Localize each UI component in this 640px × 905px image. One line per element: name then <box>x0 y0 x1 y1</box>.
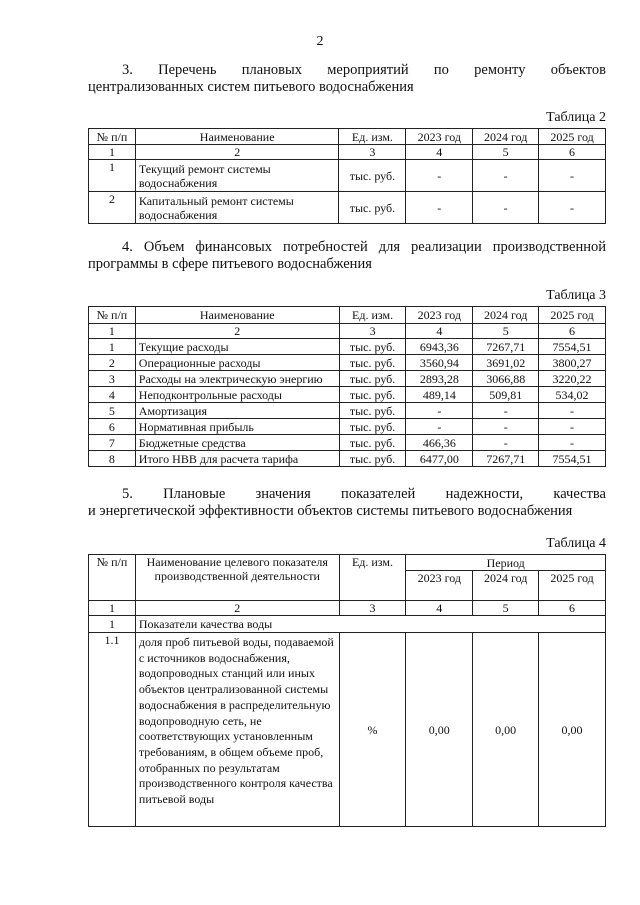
table4-colnum: 5 <box>473 601 539 616</box>
table3-cell: 3066,88 <box>473 371 539 387</box>
table3-cell: Итого НВВ для расчета тарифа <box>135 451 339 467</box>
table4-header-2024: 2024 год <box>473 571 539 601</box>
section4-heading-line2: программы в сфере питьевого водоснабжения <box>88 256 372 272</box>
table2-header-num: № п/п <box>89 129 136 145</box>
table3-cell: Нормативная прибыль <box>135 419 339 435</box>
table2-header-name: Наименование <box>135 129 339 145</box>
section5-heading-line2: и энергетической эффективности объектов системы питьевого водоснабжения <box>88 503 573 519</box>
table3-cell: 3220,22 <box>539 371 606 387</box>
table-row <box>89 451 606 467</box>
table3-cell: 534,02 <box>539 387 606 403</box>
table3-cell: 7267,71 <box>473 339 539 355</box>
table3-colnum: 4 <box>406 324 473 339</box>
table4 <box>88 554 606 827</box>
table3-cell: Бюджетные средства <box>135 435 339 451</box>
table-row <box>89 355 606 371</box>
table3-cell: тыс. руб. <box>339 419 406 435</box>
table2-colnum: 1 <box>89 145 136 160</box>
table-row <box>89 339 606 355</box>
table4-row-num: 1.1 <box>89 633 136 827</box>
table2-cell: - <box>406 192 473 224</box>
table3-header-2023: 2023 год <box>406 307 473 324</box>
table2-caption: Таблица 2 <box>546 110 606 125</box>
table3-cell: 489,14 <box>406 387 473 403</box>
section5-heading <box>88 486 606 520</box>
table3-cell: - <box>473 403 539 419</box>
table-row <box>89 387 606 403</box>
table-row <box>89 419 606 435</box>
table3-cell: 509,81 <box>473 387 539 403</box>
table3-colnum: 6 <box>539 324 606 339</box>
table4-colnum: 2 <box>135 601 339 616</box>
table3-cell: Амортизация <box>135 403 339 419</box>
table3-cell: 3800,27 <box>539 355 606 371</box>
table3-cell: тыс. руб. <box>339 339 406 355</box>
table4-header-2023: 2023 год <box>406 571 473 601</box>
table3-header-name: Наименование <box>135 307 339 324</box>
table3-cell: - <box>539 403 606 419</box>
table3-cell: - <box>539 419 606 435</box>
table3-cell: 3 <box>89 371 136 387</box>
table3-header-unit: Ед. изм. <box>339 307 406 324</box>
page-number: 2 <box>316 34 324 49</box>
table4-colnum: 1 <box>89 601 136 616</box>
table2-cell: Капитальный ремонт системы водоснабжения <box>135 192 339 224</box>
table3-colnum: 2 <box>135 324 339 339</box>
table3-cell: тыс. руб. <box>339 403 406 419</box>
table4-header-unit: Ед. изм. <box>339 555 406 601</box>
table2-colnum: 5 <box>473 145 539 160</box>
table3-caption: Таблица 3 <box>546 288 606 303</box>
section3-heading-line1: 3. Перечень плановых мероприятий по ремонту объектов <box>122 62 606 78</box>
table3-cell: тыс. руб. <box>339 387 406 403</box>
table4-group-num: 1 <box>89 616 136 633</box>
table2-header-unit: Ед. изм. <box>339 129 406 145</box>
table3-cell: 4 <box>89 387 136 403</box>
table3-cell: 3691,02 <box>473 355 539 371</box>
table3-header-2025: 2025 год <box>539 307 606 324</box>
section3-heading-line2: централизованных систем питьевого водоснабжения <box>88 79 414 95</box>
table2 <box>88 128 606 224</box>
table-row <box>89 633 606 827</box>
table4-colnum: 6 <box>539 601 606 616</box>
table2-cell: тыс. руб. <box>339 192 406 224</box>
table3-cell: тыс. руб. <box>339 371 406 387</box>
table3-colnum: 3 <box>339 324 406 339</box>
table3-header-num: № п/п <box>89 307 136 324</box>
table4-row-value-2025: 0,00 <box>539 633 606 827</box>
table3-cell: тыс. руб. <box>339 451 406 467</box>
table3-cell: - <box>473 419 539 435</box>
table3-cell: 6477,00 <box>406 451 473 467</box>
table4-colnum: 3 <box>339 601 406 616</box>
table2-cell: 1 <box>89 160 136 192</box>
table3-cell: 2893,28 <box>406 371 473 387</box>
table-row <box>89 160 606 192</box>
section4-heading-line1: 4. Объем финансовых потребностей для реализации производственной <box>122 239 606 255</box>
table3-cell: 6943,36 <box>406 339 473 355</box>
table3-cell: 2 <box>89 355 136 371</box>
table2-colnum: 3 <box>339 145 406 160</box>
table2-cell: тыс. руб. <box>339 160 406 192</box>
table3-cell: - <box>406 403 473 419</box>
table2-colnum: 4 <box>406 145 473 160</box>
table-row <box>89 371 606 387</box>
table-row <box>89 192 606 224</box>
table3-cell: Операционные расходы <box>135 355 339 371</box>
table-row <box>89 403 606 419</box>
table3-cell: Текущие расходы <box>135 339 339 355</box>
table2-colnum: 6 <box>539 145 606 160</box>
table3-cell: 3560,94 <box>406 355 473 371</box>
table4-row-text: доля проб питьевой воды, подаваемой с источников водоснабжения, водопроводных станций или иных объектов централизованной системы водоснабжения в распределительную водопроводную сеть, не соответствующих установленным требованиям, в общем объеме проб, отобранных по результатам производственного контроля качества питьевой воды <box>135 633 339 827</box>
section5-heading-line1: 5. Плановые значения показателей надежности, качества <box>122 486 606 502</box>
table4-colnum: 4 <box>406 601 473 616</box>
table2-cell: - <box>539 192 606 224</box>
table3-colnum: 1 <box>89 324 136 339</box>
table3-colnum: 5 <box>473 324 539 339</box>
table4-header-period: Период <box>406 555 606 571</box>
table2-cell: - <box>473 192 539 224</box>
table2-colnum: 2 <box>135 145 339 160</box>
table4-group-label: Показатели качества воды <box>135 616 605 633</box>
section3-heading <box>88 62 606 96</box>
table2-cell: Текущий ремонт системы водоснабжения <box>135 160 339 192</box>
table3-cell: 5 <box>89 403 136 419</box>
table3-cell: Неподконтрольные расходы <box>135 387 339 403</box>
table-row <box>89 435 606 451</box>
table2-header-2023: 2023 год <box>406 129 473 145</box>
table2-header-2024: 2024 год <box>473 129 539 145</box>
table3-cell: 466,36 <box>406 435 473 451</box>
table3 <box>88 306 606 467</box>
table2-header-2025: 2025 год <box>539 129 606 145</box>
table4-caption: Таблица 4 <box>546 536 606 551</box>
table4-header-2025: 2025 год <box>539 571 606 601</box>
table4-row-value-2024: 0,00 <box>473 633 539 827</box>
table3-cell: Расходы на электрическую энергию <box>135 371 339 387</box>
table3-cell: тыс. руб. <box>339 435 406 451</box>
table4-row-unit: % <box>339 633 406 827</box>
table3-cell: 7554,51 <box>539 339 606 355</box>
section4-heading <box>88 239 606 273</box>
table3-cell: 1 <box>89 339 136 355</box>
table4-header-num: № п/п <box>89 555 136 601</box>
table-row <box>89 616 606 633</box>
table3-cell: - <box>539 435 606 451</box>
table4-header-name: Наименование целевого показателя производственной деятельности <box>135 555 339 601</box>
table3-header-2024: 2024 год <box>473 307 539 324</box>
table3-cell: - <box>473 435 539 451</box>
table4-row-value-2023: 0,00 <box>406 633 473 827</box>
table2-cell: - <box>539 160 606 192</box>
table3-cell: 7 <box>89 435 136 451</box>
table2-cell: - <box>473 160 539 192</box>
table2-cell: - <box>406 160 473 192</box>
table3-cell: 7267,71 <box>473 451 539 467</box>
table3-cell: 8 <box>89 451 136 467</box>
table3-cell: тыс. руб. <box>339 355 406 371</box>
table3-cell: 7554,51 <box>539 451 606 467</box>
table3-cell: 6 <box>89 419 136 435</box>
table2-cell: 2 <box>89 192 136 224</box>
table3-cell: - <box>406 419 473 435</box>
